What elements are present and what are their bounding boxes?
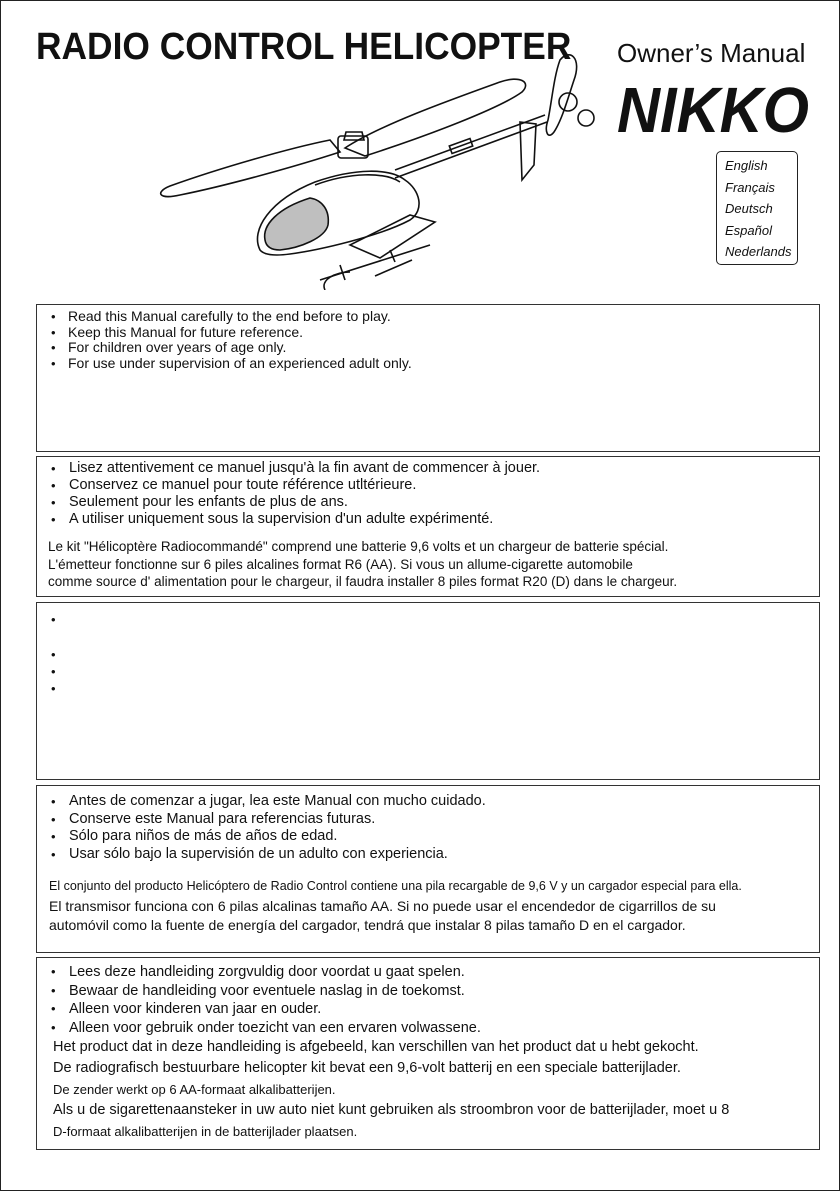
list-item: • Bewaar de handleiding voor eventuele naslag in de toekomst.: [51, 982, 465, 999]
spanish-paragraph: El conjunto del producto Helicóptero de Radio Control contiene una pila recargable de 9,6 V y un cargador especial para ella.: [49, 879, 742, 893]
list-item: • Seulement pour les enfants de plus de ans.: [51, 494, 348, 510]
helicopter-illustration: [150, 40, 610, 290]
french-paragraph: Le kit "Hélicoptère Radiocommandé" comprend une batterie 9,6 volts et un chargeur de batterie spécial.: [48, 539, 669, 554]
bullet-icon: •: [51, 1001, 56, 1016]
spanish-paragraph: El transmisor funciona con 6 pilas alcalinas tamaño AA. Si no puede usar el encendedor de cigarrillos de su: [49, 897, 716, 914]
dutch-section: [36, 957, 820, 1150]
list-item: • Conservez ce manuel pour toute référence utltérieure.: [51, 477, 417, 493]
french-bullet-list: [51, 460, 819, 528]
english-section: [36, 304, 820, 452]
owners-manual-label: Owner’s Manual: [617, 38, 806, 68]
english-bullet-list: [51, 309, 819, 371]
list-item: • Lisez attentivement ce manuel jusqu'à la fin avant de commencer à jouer.: [51, 460, 541, 476]
list-item: • Conserve este Manual para referencias futuras.: [51, 810, 376, 827]
french-paragraph: comme source d' alimentation pour le chargeur, il faudra installer 8 piles format R20 (D) dans le chargeur.: [48, 574, 678, 589]
list-item: • For children over years of age only.: [51, 339, 287, 355]
bullet-icon: •: [51, 340, 56, 355]
list-item: • Alleen voor kinderen van jaar en ouder.: [51, 1001, 322, 1017]
bullet-icon: •: [51, 846, 56, 862]
language-index: [716, 151, 798, 265]
spanish-section: [36, 785, 820, 953]
list-item: • Lees deze handleiding zorgvuldig door voordat u gaat spelen.: [51, 964, 465, 980]
french-paragraph: L'émetteur fonctionne sur 6 piles alcalines format R6 (AA). Si vous un allume-cigarette automobile: [48, 556, 633, 572]
dutch-paragraph: De radiografisch bestuurbare helicopter kit bevat een 9,6-volt batterij en een speciale batterijlader.: [53, 1060, 681, 1076]
page-title: RADIO CONTROL HELICOPTER: [36, 26, 572, 68]
language-deutsch: Deutsch: [725, 201, 773, 216]
list-item: • Alleen voor gebruik onder toezicht van een ervaren volwassene.: [51, 1019, 481, 1036]
bullet-icon: •: [51, 681, 56, 696]
nikko-logo: [617, 72, 813, 140]
dutch-paragraph: Als u de sigarettenaansteker in uw auto niet kunt gebruiken als stroombron voor de batterijlader, moet u 8: [53, 1102, 730, 1118]
bullet-icon: •: [51, 612, 56, 627]
german-section: [36, 602, 820, 780]
bullet-icon: •: [51, 355, 56, 371]
spanish-bullet-list: [51, 793, 819, 863]
bullet-icon: •: [51, 811, 56, 827]
french-section: [36, 456, 820, 597]
list-item: • A utiliser uniquement sous la supervision d'un adulte expérimenté.: [51, 511, 494, 527]
list-item: • Antes de comenzar a jugar, lea este Manual con mucho cuidado.: [51, 793, 486, 809]
language-francais: Français: [725, 179, 775, 195]
bullet-icon: •: [51, 324, 56, 340]
bullet-icon: •: [51, 794, 56, 809]
language-english: English: [725, 158, 768, 173]
language-espanol: Español: [725, 222, 772, 238]
dutch-bullet-list: [51, 963, 819, 1037]
bullet-icon: •: [51, 495, 56, 510]
list-item: • Keep this Manual for future reference.: [51, 323, 304, 340]
dutch-paragraph: Het product dat in deze handleiding is afgebeeld, kan verschillen van het product dat u hebt gekocht.: [53, 1039, 699, 1055]
bullet-icon: •: [51, 647, 56, 662]
bullet-icon: •: [51, 512, 56, 527]
dutch-paragraph: De zender werkt op 6 AA-formaat alkalibatterijen.: [53, 1082, 336, 1097]
list-item: • For use under supervision of an experienced adult only.: [51, 354, 412, 371]
bullet-icon: •: [51, 829, 56, 844]
list-item: • Sólo para niños de más de años de edad.: [51, 828, 338, 844]
bullet-icon: •: [51, 664, 56, 679]
language-nederlands: Nederlands: [725, 244, 792, 259]
bullet-icon: •: [51, 982, 56, 998]
bullet-icon: •: [51, 1019, 56, 1035]
list-item: • Read this Manual carefully to the end before to play.: [51, 308, 391, 324]
bullet-icon: •: [51, 461, 56, 476]
bullet-icon: •: [51, 964, 56, 979]
list-item: • Usar sólo bajo la supervisión de un adulto con experiencia.: [51, 845, 448, 862]
bullet-icon: •: [51, 478, 56, 493]
spanish-paragraph: automóvil como la fuente de energía del cargador, tendrá que instalar 8 pilas tamaño D en el cargador.: [49, 917, 686, 933]
svg-text:NIKKO: NIKKO: [617, 74, 809, 140]
bullet-icon: •: [51, 309, 56, 324]
dutch-paragraph: D-formaat alkalibatterijen in de batterijlader plaatsen.: [53, 1124, 358, 1139]
